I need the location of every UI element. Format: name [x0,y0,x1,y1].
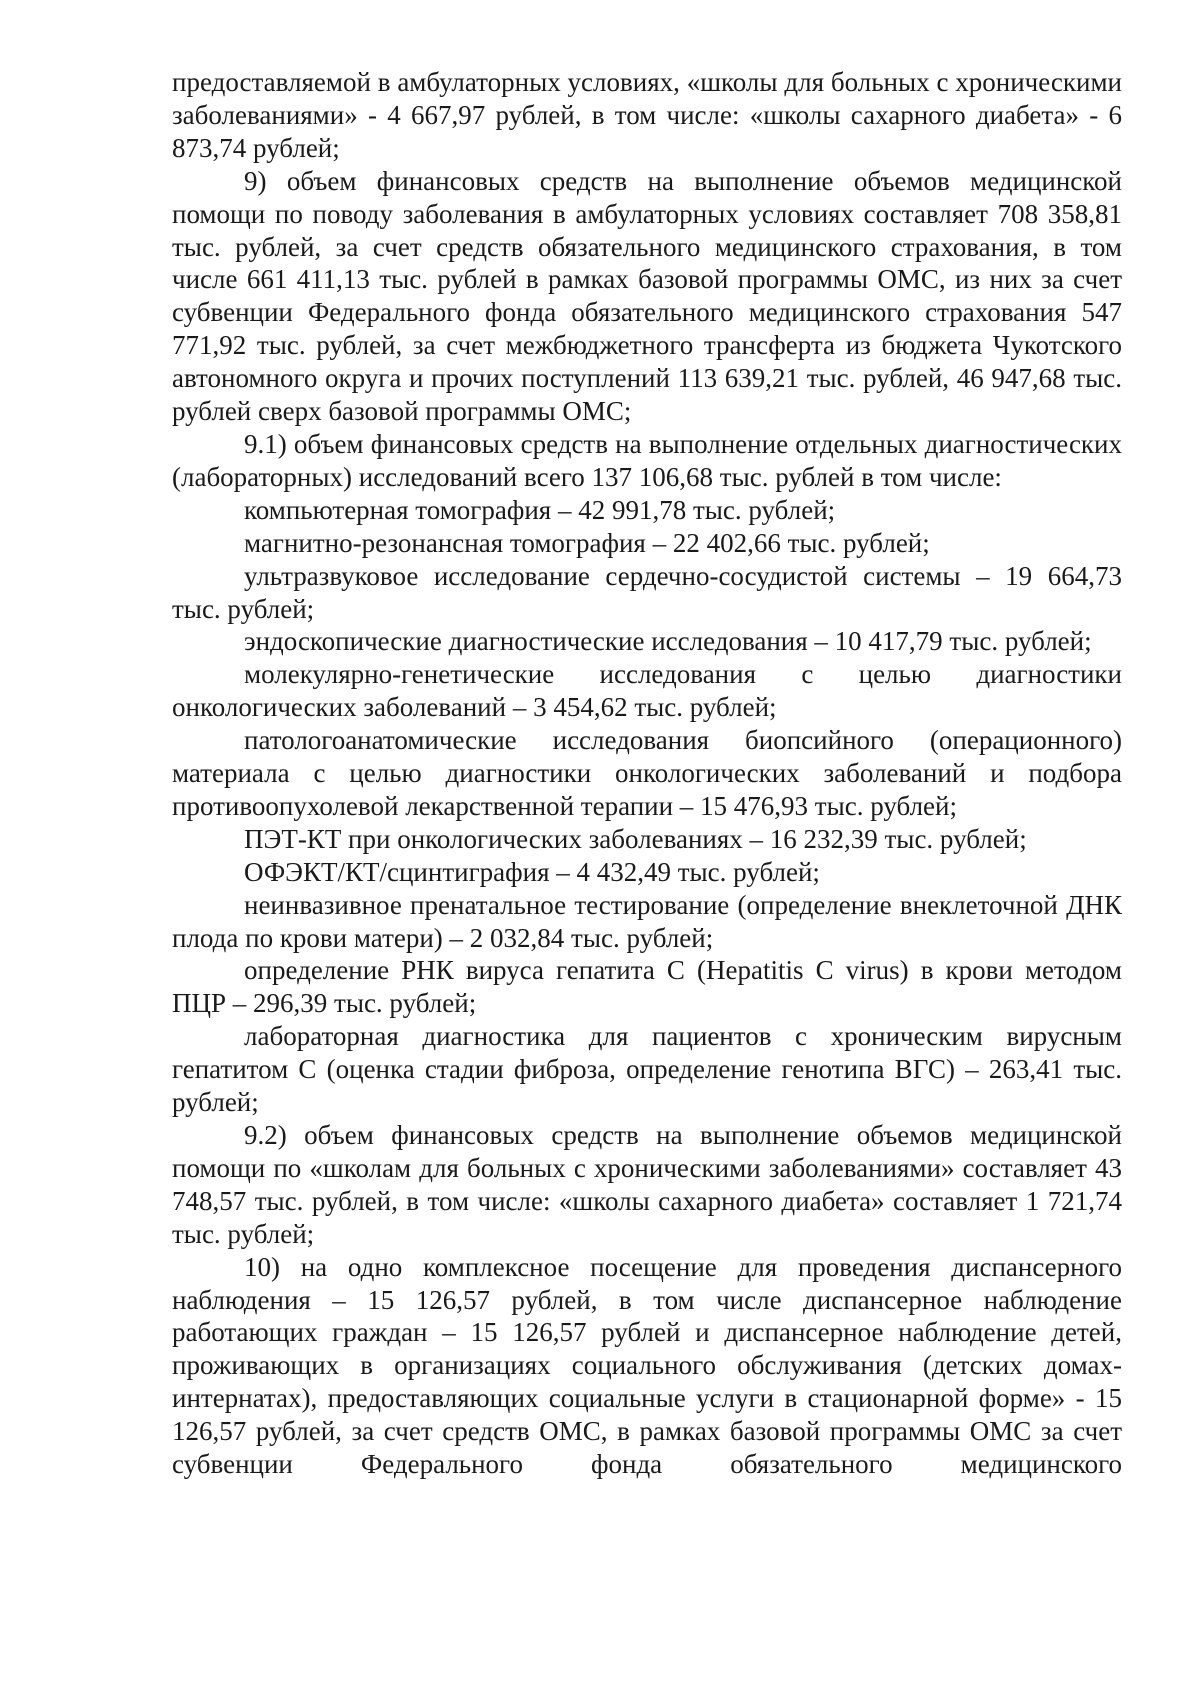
document-body [172,66,1122,1481]
list-item-pathology: патологоанатомические исследования биопсийного (операционного) материала с целью диагностики онкологических заболеваний и подбора противоопухолевой лекарственной терапии – 15 476,93 тыс. рублей; [172,725,1122,821]
list-item-prenatal-test: неинвазивное пренатальное тестирование (определение внеклеточной ДНК плода по крови матери) – 2 032,84 тыс. рублей; [172,889,1122,953]
list-item-ct: компьютерная томография – 42 991,78 тыс. рублей; [244,494,836,525]
paragraph-item-9: 9) объем финансовых средств на выполнение объемов медицинской помощи по поводу заболевания в амбулаторных условиях составляет 708 358,81 тыс. рублей, за счет средств обязательного медицинского страхования, в том числе 661 411,13 тыс. рублей в рамках базовой программы ОМС, из них за счет субвенции Федерального фонда обязательного медицинского страхования 547 771,92 тыс. рублей, за счет межбюджетного трансферта из бюджета Чукотского автономного округа и прочих поступлений 113 639,21 тыс. рублей, 46 947,68 тыс. рублей сверх базовой программы ОМС; [172,165,1122,427]
list-item-molecular-genetic: молекулярно-генетические исследования с целью диагностики онкологических заболеваний – 3 454,62 тыс. рублей; [172,659,1122,723]
list-item-hcv-rna: определение РНК вируса гепатита С (Hepatitis C virus) в крови методом ПЦР – 296,39 тыс. рублей; [172,955,1122,1019]
list-item-endoscopy: эндоскопические диагностические исследования – 10 417,79 тыс. рублей; [244,626,1092,657]
paragraph-item-9-1: 9.1) объем финансовых средств на выполнение отдельных диагностических (лабораторных) исследований всего 137 106,68 тыс. рублей в том числе: [172,428,1122,492]
list-item-hcv-lab: лабораторная диагностика для пациентов с хроническим вирусным гепатитом С (оценка стадии фиброза, определение генотипа ВГС) – 263,41 тыс. рублей; [172,1021,1122,1118]
list-item-mri: магнитно-резонансная томография – 22 402,66 тыс. рублей; [244,527,930,558]
paragraph-item-9-2: 9.2) объем финансовых средств на выполнение объемов медицинской помощи по «школам для больных с хроническими заболеваниями» составляет 43 748,57 тыс. рублей, в том числе: «школы сахарного диабета» составляет 1 721,74 тыс. рублей; [172,1120,1122,1249]
paragraph-item-10: 10) на одно комплексное посещение для проведения диспансерного наблюдения – 15 126,57 рублей, в том числе диспансерное наблюдение работающих граждан – 15 126,57 рублей и диспансерное наблюдение детей, проживающих в организациях социального обслуживания (детских домах-интернатах), предоставляющих социальные услуги в стационарной форме» - 15 126,57 рублей, за счет средств ОМС, в рамках базовой программы ОМС за счет субвенции Федерального фонда обязательного медицинского [172,1251,1122,1480]
paragraph-continuation: предоставляемой в амбулаторных условиях, «школы для больных с хроническими заболеваниями» - 4 667,97 рублей, в том числе: «школы сахарного диабета» - 6 873,74 рублей; [172,67,1122,163]
list-item-ultrasound: ультразвуковое исследование сердечно-сосудистой системы – 19 664,73 тыс. рублей; [172,560,1122,624]
list-item-spect: ОФЭКТ/КТ/сцинтиграфия – 4 432,49 тыс. рублей; [244,856,820,887]
list-item-pet-ct: ПЭТ-КТ при онкологических заболеваниях – 16 232,39 тыс. рублей; [244,823,1027,854]
